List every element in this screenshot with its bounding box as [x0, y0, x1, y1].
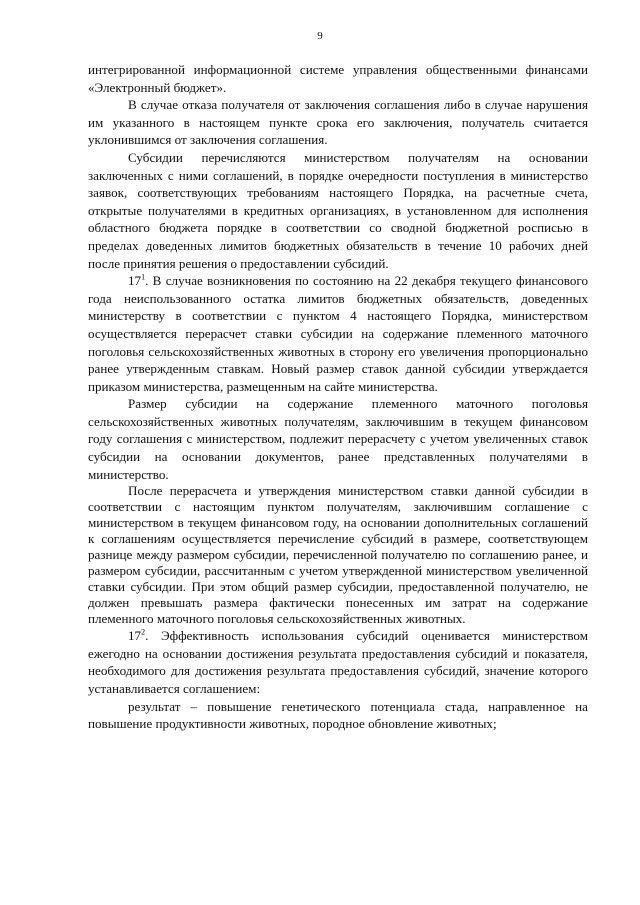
- paragraph-additional-agreements: [88, 483, 588, 627]
- paragraph-text: Субсидии перечисляются министерством получателям на основании заключенных с ними соглашений, в порядке очередности поступления в министерство заявок, соответствующих требованиям настоящего Порядка, на расчетные счета, открытые получателями в кредитных организациях, в установленном для исполнения областного бюджета порядке в соответствии со сводной бюджетной росписью в пределах доведенных лимитов бюджетных обязательств в течение 10 рабочих дней после принятия решения о предоставлении субсидий.: [88, 149, 588, 271]
- document-body: [88, 61, 588, 733]
- clause-superscript: 2: [141, 627, 146, 637]
- paragraph-result: [88, 698, 588, 733]
- paragraph-17-1: [88, 272, 588, 395]
- clause-number: 17: [128, 273, 142, 289]
- paragraph-text: интегрированной информационной системе управления общественными финансами «Электронный бюджет».: [88, 62, 588, 95]
- paragraph-text: результат – повышение генетического потенциала стада, направленное на повышение продуктивности животных, породное обновление животных;: [88, 698, 588, 732]
- paragraph-recalculation: [88, 395, 588, 483]
- paragraph-refusal: [88, 96, 588, 149]
- paragraph-text: В случае отказа получателя от заключения соглашения либо в случае нарушения им указанного в настоящем пункте срока его заключения, получатель считается уклонившимся от заключения соглашения.: [88, 97, 588, 148]
- clause-number: 17: [128, 628, 142, 644]
- paragraph-text: После перерасчета и утверждения министерством ставки данной субсидии в соответствии с настоящим пунктом получателям, заключившим соглашение с министерством в текущем финансовом году, на основании дополнительных соглашений к соглашениям осуществляется перечисление субсидий в размере, соответствующем разнице между размером субсидии, перечисленной получателю по соглашению ранее, и размером субсидии, рассчитанным с учетом утвержденной министерством увеличенной ставки субсидии. При этом общий размер субсидии, предоставленной получателю, не должен превышать размера фактически понесенных им затрат на содержание племенного маточного поголовья сельскохозяйственных животных.: [88, 483, 588, 627]
- paragraph-text: . В случае возникновения по состоянию на 22 декабря текущего финансового года неиспользованного остатка лимитов бюджетных обязательств, доведенных министерству в соответствии с пунктом 4 настоящего Порядка, министерством осуществляется перерасчет ставки субсидии на содержание племенного маточного поголовья сельскохозяйственных животных в сторону его увеличения пропорционально ранее утвержденным ставкам. Новый размер ставок данной субсидии утверждается приказом министерства, размещенным на сайте министерства.: [88, 273, 588, 394]
- clause-superscript: 1: [141, 272, 146, 282]
- paragraph-text: Размер субсидии на содержание племенного маточного поголовья сельскохозяйственных животных получателям, заключившим в текущем финансовом году соглашения с министерством, подлежит перерасчету с учетом увеличенных ставок субсидии на основании документов, ранее представленных получателями в министерство.: [88, 396, 588, 482]
- page-number: 9: [317, 30, 323, 42]
- paragraph-transfer: [88, 149, 588, 272]
- paragraph-17-2: [88, 627, 588, 697]
- paragraph-continuation: [88, 61, 588, 96]
- paragraph-text: . Эффективность использования субсидий оценивается министерством ежегодно на основании достижения результата предоставления субсидий и показателя, необходимого для достижения результата предоставления субсидий, значение которого устанавливается соглашением:: [88, 628, 588, 697]
